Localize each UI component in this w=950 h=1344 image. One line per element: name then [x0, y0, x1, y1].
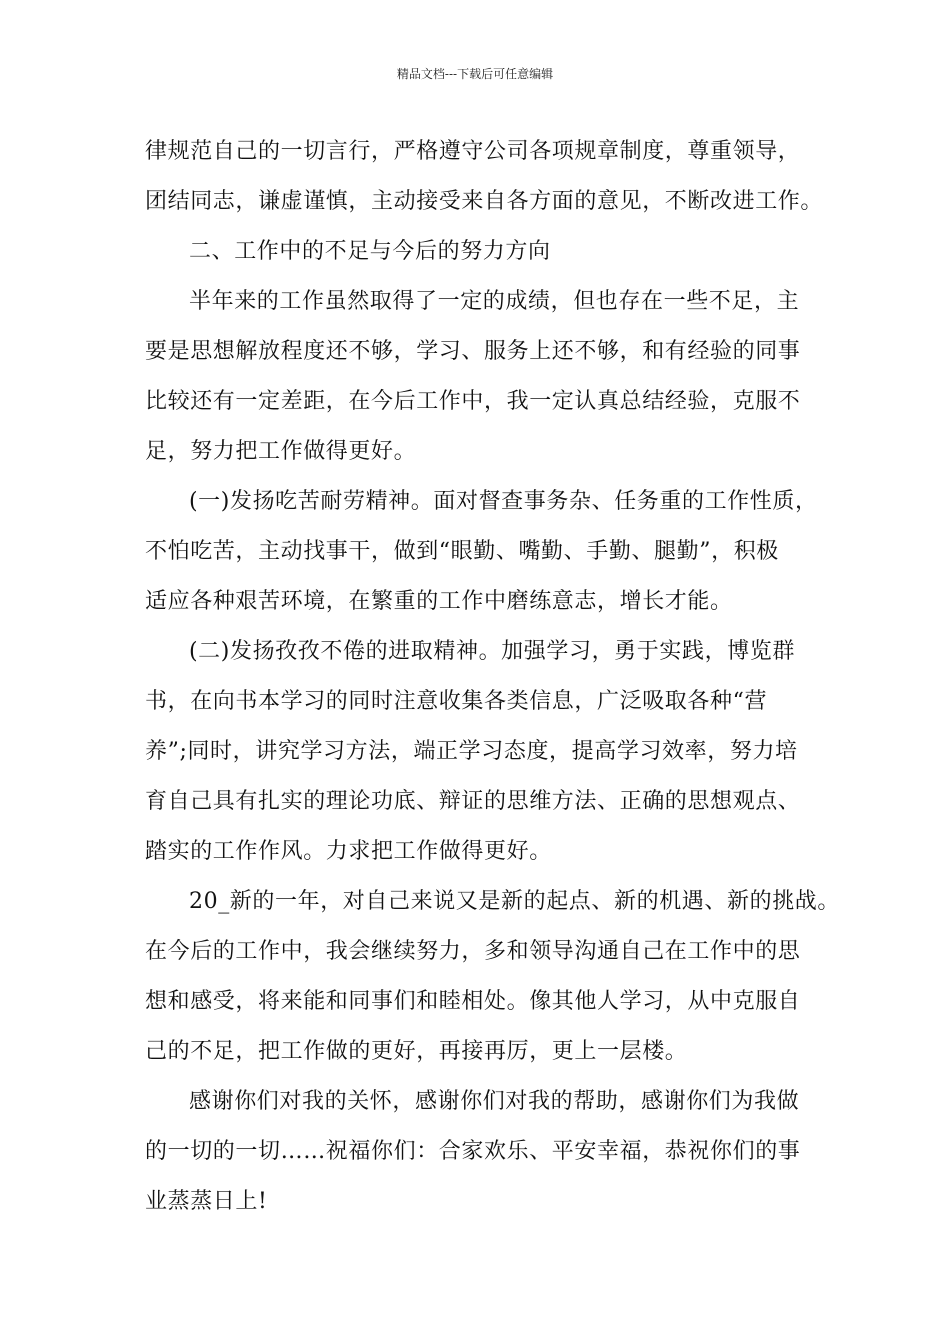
text-line: 二、工作中的不足与今后的努力方向 [189, 239, 551, 264]
paragraph [145, 277, 820, 477]
text-line: 不怕吃苦，主动找事干，做到“眼勤、嘴勤、手勤、腿勤”，积极 [145, 539, 779, 564]
paragraph [145, 127, 824, 227]
text-line: 适应各种艰苦环境，在繁重的工作中磨练意志，增长才能。 [145, 589, 733, 614]
text-line: 半年来的工作虽然取得了一定的成绩，但也存在一些不足，主 [189, 289, 800, 314]
text-line: 律规范自己的一切言行，严格遵守公司各项规章制度，尊重领导， [145, 139, 801, 164]
text-line: 感谢你们对我的关怀，感谢你们对我的帮助，感谢你们为我做 [189, 1089, 800, 1114]
text-line: 己的不足，把工作做的更好，再接再厉，更上一层楼。 [145, 1039, 688, 1064]
text-line: 要是思想解放程度还不够，学习、服务上还不够，和有经验的同事 [145, 339, 801, 364]
text-line: (二)发扬孜孜不倦的进取精神。加强学习，勇于实践，博览群 [189, 639, 795, 664]
paragraph [145, 877, 840, 1077]
text-line: 比较还有一定差距，在今后工作中，我一定认真总结经验，克服不 [145, 389, 801, 414]
text-line: 在今后的工作中，我会继续努力，多和领导沟通自己在工作中的思 [145, 939, 801, 964]
text-line: 书，在向书本学习的同时注意收集各类信息，广泛吸取各种“营 [145, 689, 768, 714]
document-body [145, 127, 840, 1227]
text-line: 足，努力把工作做得更好。 [145, 439, 417, 464]
text-line: 养”;同时，讲究学习方法，端正学习态度，提高学习效率，努力培 [145, 739, 798, 764]
paragraph [145, 477, 820, 627]
text-line: 团结同志，谦虚谨慎，主动接受来自各方面的意见，不断改进工作。 [145, 189, 824, 214]
paragraph [145, 1077, 820, 1227]
text-line: 踏实的工作作风。力求把工作做得更好。 [145, 839, 552, 864]
text-line: 育自己具有扎实的理论功底、辩证的思维方法、正确的思想观点、 [145, 789, 801, 814]
text-line: 20_新的一年，对自己来说又是新的起点、新的机遇、新的挑战。 [189, 889, 840, 914]
text-line: (一)发扬吃苦耐劳精神。面对督查事务杂、任务重的工作性质， [189, 489, 818, 514]
page-header: 精品文档---下载后可任意编辑 [396, 67, 554, 81]
text-line: 业蒸蒸日上! [145, 1189, 268, 1214]
paragraph [145, 627, 820, 877]
section-heading [145, 227, 820, 277]
text-line: 的一切的一切……祝福你们：合家欢乐、平安幸福，恭祝你们的事 [145, 1139, 801, 1164]
text-line: 想和感受，将来能和同事们和睦相处。像其他人学习，从中克服自 [145, 989, 801, 1014]
